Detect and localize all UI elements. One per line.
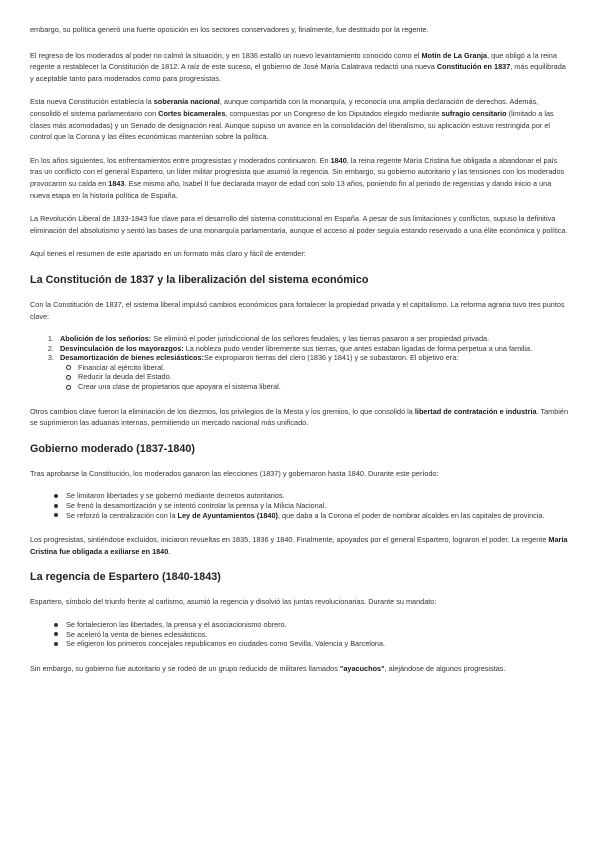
list-item: Se fortalecieron las libertades, la prensa y el asociacionismo obrero. bbox=[54, 620, 570, 630]
sub-list bbox=[60, 363, 570, 392]
list-item: 3. Desamortización de bienes eclesiásticos:Se expropiaron tierras del clero (1836 y 1841) y se subastaron. El objetivo era: Financiar al ejército liberal. Reducir la deuda del Estado. Crear una clase de propietarios que apoyara el sistema liberal. bbox=[56, 353, 570, 391]
bullet-list bbox=[30, 491, 570, 520]
section-heading: La Constitución de 1837 y la liberalización del sistema económico bbox=[30, 273, 369, 286]
paragraph: Otros cambios clave fueron la eliminación de los diezmos, los privilegios de la Mesta y los gremios, lo que consolidó la libertad de contratación e industria. También se suprimieron las aduanas internas, permitiendo un mercado nacional más unificado. bbox=[30, 406, 569, 428]
numbered-list bbox=[30, 334, 570, 392]
list-item: Se limitaron libertades y se gobernó mediante decretos autoritarios. bbox=[54, 491, 570, 501]
paragraph: Esta nueva Constitución establecía la soberanía nacional, aunque compartida con la monarquía, y reconocía una amplia declaración de derechos. Además, consolidó el sistema parlamentario con Cortes bicamerales, compuestas por un Congreso de los Diputados elegido mediante sufragio censitario (limitado a las clases más acomodadas) y un Senado de designación real. Aunque supuso un avance en la consolidación del liberalismo, su aplicación estuvo restringida por el control que la Corona y las élites económicas mantenían sobre la política. bbox=[30, 97, 554, 142]
sub-list-item: Reducir la deuda del Estado. bbox=[66, 372, 570, 382]
bullet-list bbox=[30, 620, 570, 649]
paragraph: La Revolución Liberal de 1833-1843 fue clave para el desarrollo del sistema constitucional en España. A pesar de sus limitaciones y conflictos, supuso la definitiva eliminación del absolutismo y sentó las bases de una monarquía parlamentaria, aunque el acceso al poder seguía estando reservado a una élite económica y política. bbox=[30, 214, 568, 235]
paragraph: Los progresistas, sintiéndose excluidos, iniciaron revueltas en 1835, 1836 y 1840. Finalmente, apoyados por el general Espartero, lograron el poder. La regente María Cristina fue obligada a exiliarse en 1840. bbox=[30, 535, 568, 556]
list-item: 1. Abolición de los señoríos: Se eliminó el poder jurisdiccional de los señores feudales, y las tierras pasaron a ser propiedad privada. bbox=[56, 334, 570, 344]
list-item: Se frenó la desamortización y se intentó controlar la prensa y la Milicia Nacional. bbox=[54, 501, 570, 511]
section-heading: La regencia de Espartero (1840-1843) bbox=[30, 571, 221, 584]
section-heading: Gobierno moderado (1837-1840) bbox=[30, 442, 196, 455]
paragraph: Espartero, símbolo del triunfo frente al carlismo, asumió la regencia y disolvió las juntas revolucionarias. Durante su mandato: bbox=[30, 597, 437, 607]
list-item: Se eligieron los primeros concejales republicanos en ciudades como Sevilla, Valencia y Barcelona. bbox=[54, 639, 570, 649]
paragraph: En los años siguientes, los enfrentamientos entre progresistas y moderados continuaron. En 1840, la reina regente María Cristina fue obligada a abandonar el país tras un conflicto con el general Espartero, un líder militar progresista que asumió la regencia. Sin embargo, su gobierno autoritario y las tensiones con los moderados provocaron su caída en 1843. Ese mismo año, Isabel II fue declarada mayor de edad con solo 13 años, poniendo fin al periodo de regencias y dando inicio a una nueva etapa en la historia política de España. bbox=[30, 155, 565, 200]
paragraph: El regreso de los moderados al poder no calmó la situación, y en 1836 estalló un nuevo levantamiento conocido como el Motín de La Granja, que obligó a la reina regente a restablecer la Constitución de 1812. A raíz de este suceso, el gobierno de José María Calatrava redactó una nueva Constitución en 1837, más equilibrada y aceptable tanto para moderados como para progresistas. bbox=[30, 50, 566, 83]
sub-list-item: Financiar al ejército liberal. bbox=[66, 363, 570, 373]
sub-list-item: Crear una clase de propietarios que apoyara el sistema liberal. bbox=[66, 382, 570, 392]
list-item: Se reforzó la centralización con la Ley de Ayuntamientos (1840), que daba a la Corona el poder de nombrar alcaldes en las capitales de provincia. bbox=[54, 511, 570, 521]
paragraph: Tras aprobarse la Constitución, los moderados ganaron las elecciones (1837) y gobernaron hasta 1840. Durante este período: bbox=[30, 468, 439, 478]
list-item: 2. Desvinculación de los mayorazgos: La nobleza pudo vender libremente sus tierras, que antes estaban ligadas de forma perpetua a una familia. bbox=[56, 344, 570, 354]
list-item: Se aceleró la venta de bienes eclesiásticos. bbox=[54, 630, 570, 640]
paragraph: Sin embargo, su gobierno fue autoritario y se rodeó de un grupo reducido de militares llamados "ayacuchos", alejándose de algunos progresistas. bbox=[30, 663, 506, 673]
paragraph: embargo, su política generó una fuerte oposición en los sectores conservadores y, finalmente, fue destituido por la regente. bbox=[30, 25, 429, 34]
paragraph: Aquí tienes el resumen de este apartado en un formato más claro y fácil de entender: bbox=[30, 249, 306, 259]
paragraph: Con la Constitución de 1837, el sistema liberal impulsó cambios económicos para fortalecer la propiedad privada y el capitalismo. La reforma agraria tuvo tres puntos clave: bbox=[30, 299, 565, 321]
document-page bbox=[30, 24, 570, 686]
